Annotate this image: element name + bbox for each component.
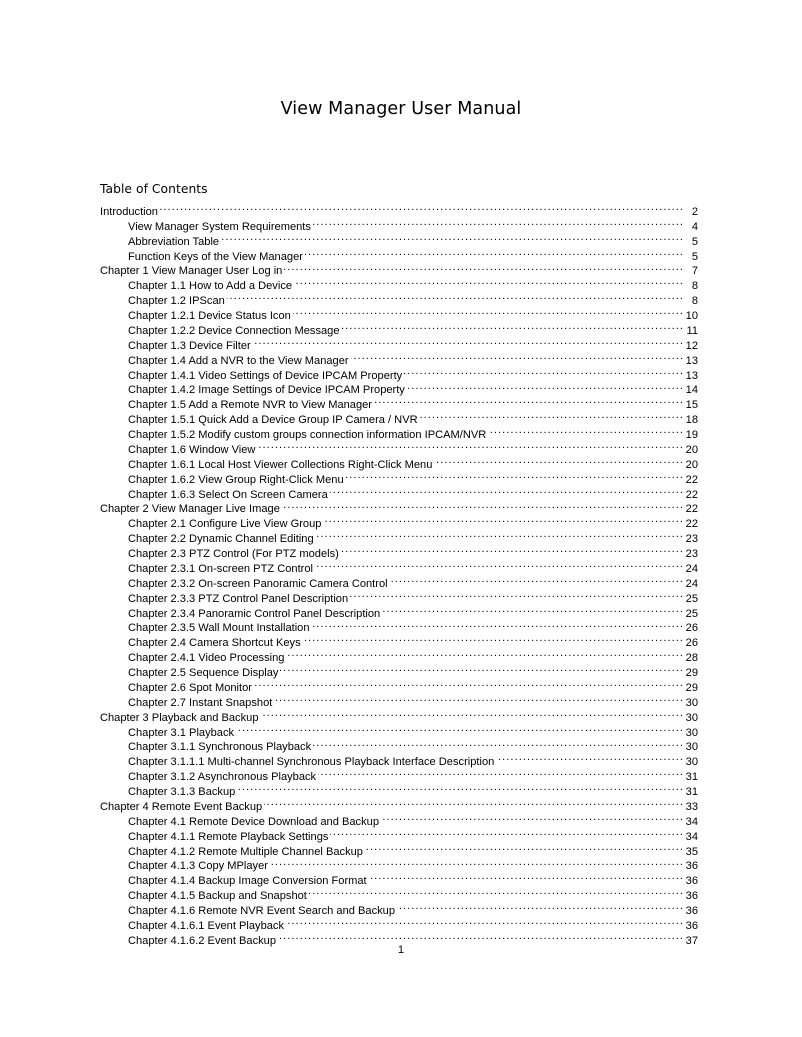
- toc-dot-leader: [488, 423, 684, 438]
- toc-entry[interactable]: [0, 899, 802, 917]
- toc-dot-leader: [381, 810, 684, 825]
- toc-entry-page-number: 5: [691, 250, 698, 263]
- toc-entry[interactable]: [0, 572, 802, 590]
- toc-entry-label: Chapter 3.1.1 Synchronous Playback: [128, 741, 312, 754]
- toc-dot-leader: [253, 334, 684, 349]
- toc-dot-leader: [282, 498, 684, 513]
- toc-entry-label: Chapter 1.5.1 Quick Add a Device Group IP Camera / NVR: [128, 414, 418, 427]
- toc-dot-leader: [323, 512, 684, 527]
- toc-entry-label: Chapter 4.1.5 Backup and Snapshot: [128, 890, 307, 903]
- toc-entry-label: Chapter 2.6 Spot Monitor: [128, 681, 252, 694]
- toc-entry[interactable]: [0, 364, 802, 382]
- toc-entry[interactable]: [0, 260, 802, 278]
- toc-entry-label: Chapter 1.2.1 Device Status Icon: [128, 310, 291, 322]
- toc-dot-leader: [330, 483, 684, 498]
- toc-dot-leader: [237, 780, 684, 795]
- toc-entry-page-number: 23: [685, 548, 698, 560]
- toc-entry-page-number: 25: [685, 607, 698, 620]
- toc-dot-leader: [312, 617, 685, 632]
- toc-entry[interactable]: [0, 289, 802, 308]
- toc-entry-page-number: 36: [685, 860, 698, 873]
- toc-entry-page-number: 34: [685, 830, 698, 843]
- toc-entry-label: Chapter 3.1.2 Asynchronous Playback: [128, 771, 317, 784]
- toc-entry[interactable]: [0, 483, 802, 501]
- toc-entry[interactable]: [0, 453, 802, 471]
- toc-dot-leader: [350, 587, 684, 602]
- table-of-contents-list: [0, 200, 802, 947]
- toc-dot-leader: [264, 795, 684, 810]
- toc-entry-page-number: 8: [691, 295, 698, 308]
- toc-entry-page-number: 24: [685, 562, 698, 575]
- toc-entry[interactable]: [0, 200, 802, 218]
- toc-dot-leader: [278, 929, 684, 944]
- toc-entry-page-number: 28: [685, 652, 698, 665]
- toc-dot-leader: [496, 750, 684, 765]
- toc-entry-page-number: 22: [685, 503, 698, 516]
- toc-dot-leader: [257, 438, 684, 453]
- toc-entry[interactable]: [0, 334, 802, 352]
- toc-entry-page-number: 8: [691, 280, 698, 293]
- toc-entry-page-number: 26: [685, 622, 698, 635]
- toc-entry[interactable]: [0, 602, 802, 620]
- toc-entry[interactable]: [0, 646, 802, 665]
- toc-entry-label: Chapter 1.3 Device Filter: [128, 339, 251, 352]
- toc-dot-leader: [404, 364, 684, 379]
- toc-dot-leader: [254, 676, 684, 691]
- toc-entry[interactable]: [0, 631, 802, 650]
- toc-entry[interactable]: [0, 706, 802, 724]
- toc-entry-page-number: 20: [685, 443, 698, 456]
- toc-entry-page-number: 7: [691, 265, 698, 278]
- toc-dot-leader: [303, 631, 684, 646]
- toc-dot-leader: [286, 914, 684, 929]
- toc-entry[interactable]: [0, 661, 802, 679]
- toc-entry[interactable]: [0, 527, 802, 546]
- toc-dot-leader: [341, 542, 684, 557]
- toc-entry-page-number: 26: [685, 637, 698, 650]
- toc-entry[interactable]: [0, 676, 802, 694]
- toc-entry[interactable]: [0, 840, 802, 858]
- toc-entry[interactable]: [0, 780, 802, 798]
- toc-entry[interactable]: [0, 408, 802, 427]
- toc-entry-page-number: 18: [685, 414, 698, 427]
- toc-entry-page-number: 10: [685, 310, 698, 322]
- toc-entry-page-number: 30: [685, 756, 698, 769]
- toc-entry[interactable]: [0, 825, 802, 843]
- toc-dot-leader: [382, 602, 684, 617]
- toc-dot-leader: [274, 691, 684, 706]
- toc-dot-leader: [374, 393, 684, 408]
- toc-entry-page-number: 23: [685, 533, 698, 546]
- toc-entry-label: Chapter 4.1 Remote Device Download and Backup: [128, 815, 379, 828]
- toc-entry-page-number: 35: [685, 845, 698, 858]
- table-of-contents-heading: Table of Contents: [100, 182, 208, 196]
- toc-entry-label: Chapter 3.1 Playback: [128, 726, 235, 739]
- toc-entry-page-number: 19: [685, 429, 698, 441]
- toc-entry-label: Chapter 1.2.2 Device Connection Message: [128, 324, 340, 337]
- toc-dot-leader: [351, 349, 684, 364]
- toc-entry[interactable]: [0, 542, 802, 560]
- toc-entry-label: Chapter 2.2 Dynamic Channel Editing: [128, 533, 314, 546]
- toc-entry-label: Chapter 2.1 Configure Live View Group: [128, 518, 322, 531]
- toc-entry-page-number: 36: [685, 875, 698, 888]
- toc-dot-leader: [261, 706, 685, 721]
- toc-entry[interactable]: [0, 468, 802, 486]
- toc-entry[interactable]: [0, 349, 802, 367]
- toc-entry-label: Chapter 1.4.2 Image Settings of Device IPCAM Property: [128, 384, 405, 397]
- toc-entry-label: Chapter 4.1.3 Copy MPlayer: [128, 860, 268, 873]
- toc-entry-label: Chapter 3.1.1.1 Multi-channel Synchronous Playback Interface Description: [128, 756, 495, 769]
- toc-entry[interactable]: [0, 230, 802, 248]
- toc-entry-label: Chapter 4.1.1 Remote Playback Settings: [128, 830, 329, 843]
- toc-entry-label: Chapter 4.1.6.2 Event Backup: [128, 934, 277, 947]
- toc-entry-page-number: 36: [685, 890, 698, 903]
- toc-dot-leader: [284, 260, 684, 275]
- toc-dot-leader: [313, 736, 684, 751]
- toc-entry-page-number: 24: [685, 577, 698, 590]
- toc-entry-page-number: 20: [685, 458, 698, 471]
- toc-entry-page-number: 37: [685, 934, 698, 947]
- toc-dot-leader: [342, 319, 684, 334]
- toc-dot-leader: [309, 884, 684, 899]
- toc-dot-leader: [397, 899, 684, 914]
- toc-dot-leader: [236, 721, 684, 736]
- toc-entry-page-number: 31: [685, 786, 698, 798]
- toc-entry-page-number: 25: [685, 592, 698, 605]
- toc-dot-leader: [270, 855, 684, 870]
- toc-entry[interactable]: [0, 929, 802, 947]
- toc-dot-leader: [316, 527, 684, 542]
- toc-dot-leader: [434, 453, 684, 468]
- toc-entry-label: Chapter 3.1.3 Backup: [128, 786, 236, 798]
- toc-entry-label: Chapter 4.1.4 Backup Image Conversion Format: [128, 875, 367, 888]
- toc-entry[interactable]: [0, 319, 802, 337]
- document-title: View Manager User Manual: [280, 99, 522, 119]
- toc-entry-label: Chapter 2.3.1 On-screen PTZ Control: [128, 562, 313, 575]
- toc-dot-leader: [305, 245, 684, 260]
- toc-entry-label: Chapter 2.3.3 PTZ Control Panel Description: [128, 592, 349, 605]
- toc-entry-label: Chapter 2.3 PTZ Control (For PTZ models): [128, 548, 339, 560]
- toc-dot-leader: [227, 289, 684, 304]
- toc-dot-leader: [286, 646, 684, 661]
- toc-entry-label: Chapter 1.6.2 View Group Right-Click Menu: [128, 473, 344, 486]
- toc-entry-label: Chapter 1.2 IPScan: [128, 295, 225, 308]
- toc-entry-page-number: 36: [685, 919, 698, 932]
- toc-entry-label: Chapter 1.5.2 Modify custom groups connection information IPCAM/NVR: [128, 429, 487, 441]
- toc-entry-page-number: 14: [685, 384, 698, 397]
- toc-entry[interactable]: [0, 914, 802, 932]
- toc-entry-label: Chapter 2.5 Sequence Display: [128, 667, 279, 679]
- toc-entry-page-number: 13: [685, 354, 698, 367]
- toc-entry-page-number: 30: [685, 726, 698, 739]
- toc-entry-page-number: 12: [685, 339, 698, 352]
- page-number-footer: 1: [397, 944, 405, 956]
- toc-dot-leader: [293, 304, 684, 319]
- toc-entry-page-number: 11: [686, 324, 698, 337]
- toc-entry-page-number: 30: [685, 741, 698, 754]
- toc-dot-leader: [160, 200, 684, 215]
- toc-entry-page-number: 22: [685, 488, 698, 501]
- toc-entry[interactable]: [0, 304, 802, 322]
- toc-entry-label: Chapter 2.4 Camera Shortcut Keys: [128, 637, 301, 650]
- toc-entry[interactable]: [0, 617, 802, 635]
- toc-entry-page-number: 30: [685, 711, 698, 724]
- toc-entry-page-number: 22: [685, 473, 698, 486]
- toc-entry-label: Chapter 2.7 Instant Snapshot: [128, 696, 273, 709]
- toc-entry-label: Chapter 1.1 How to Add a Device: [128, 280, 293, 293]
- toc-entry-label: Chapter 4 Remote Event Backup: [100, 800, 263, 813]
- toc-dot-leader: [346, 468, 684, 483]
- toc-dot-leader: [221, 230, 684, 245]
- toc-entry-page-number: 30: [685, 696, 698, 709]
- toc-entry-label: Chapter 1.4 Add a NVR to the View Manager: [128, 354, 349, 367]
- toc-entry-label: Chapter 1.6.1 Local Host Viewer Collections Right-Click Menu: [128, 458, 433, 471]
- toc-entry[interactable]: [0, 869, 802, 888]
- toc-entry-page-number: 29: [685, 681, 698, 694]
- toc-entry-page-number: 4: [691, 220, 698, 233]
- toc-entry-page-number: 13: [685, 369, 698, 382]
- toc-dot-leader: [318, 765, 684, 780]
- toc-entry-label: Chapter 3 Playback and Backup: [100, 711, 259, 724]
- toc-entry-label: Chapter 2 View Manager Live Image: [100, 503, 280, 516]
- toc-entry-label: Chapter 4.1.6.1 Event Playback: [128, 919, 285, 932]
- toc-entry[interactable]: [0, 691, 802, 709]
- toc-dot-leader: [313, 215, 684, 230]
- toc-entry[interactable]: [0, 587, 802, 605]
- toc-entry[interactable]: [0, 795, 802, 813]
- toc-entry[interactable]: [0, 855, 802, 873]
- toc-entry-label: Chapter 4.1.2 Remote Multiple Channel Backup: [128, 845, 363, 858]
- toc-entry-label: Chapter 2.3.2 On-screen Panoramic Camera Control: [128, 577, 388, 590]
- toc-dot-leader: [330, 825, 684, 840]
- toc-dot-leader: [315, 557, 684, 572]
- toc-entry-label: Chapter 2.3.4 Panoramic Control Panel Description: [128, 607, 381, 620]
- toc-entry-label: Chapter 1.4.1 Video Settings of Device IPCAM Property: [128, 369, 403, 382]
- toc-entry-label: Chapter 2.3.5 Wall Mount Installation: [128, 622, 310, 635]
- toc-entry-page-number: 31: [685, 771, 698, 784]
- toc-entry[interactable]: [0, 765, 802, 784]
- toc-entry[interactable]: [0, 736, 802, 754]
- toc-dot-leader: [420, 408, 684, 423]
- toc-dot-leader: [280, 661, 684, 676]
- toc-entry-page-number: 29: [685, 667, 698, 679]
- toc-entry-label: Chapter 1.6.3 Select On Screen Camera: [128, 488, 328, 501]
- toc-entry-label: View Manager System Requirements: [128, 220, 311, 233]
- toc-entry[interactable]: [0, 884, 802, 903]
- toc-entry-label: Function Keys of the View Manager: [128, 250, 303, 263]
- toc-entry[interactable]: [0, 557, 802, 575]
- toc-entry-page-number: 33: [685, 800, 698, 813]
- toc-entry[interactable]: [0, 498, 802, 516]
- toc-entry-label: Chapter 4.1.6 Remote NVR Event Search and Backup: [128, 905, 396, 917]
- toc-entry[interactable]: [0, 438, 802, 456]
- toc-entry-label: Chapter 2.4.1 Video Processing: [128, 652, 285, 665]
- toc-entry[interactable]: [0, 750, 802, 769]
- toc-entry-page-number: 15: [685, 399, 698, 412]
- toc-entry-label: Chapter 1 View Manager User Log in: [100, 265, 283, 278]
- toc-entry-label: Chapter 1.5 Add a Remote NVR to View Manager: [128, 399, 372, 412]
- toc-entry-page-number: 34: [685, 815, 698, 828]
- toc-entry-page-number: 22: [685, 518, 698, 531]
- toc-dot-leader: [390, 572, 684, 587]
- toc-entry[interactable]: [0, 393, 802, 412]
- toc-dot-leader: [369, 869, 684, 884]
- toc-dot-leader: [294, 274, 684, 289]
- toc-entry-label: Abbreviation Table: [128, 235, 220, 248]
- toc-entry-label: Introduction: [100, 205, 158, 218]
- toc-entry-page-number: 36: [685, 905, 698, 917]
- toc-entry-label: Chapter 1.6 Window View: [128, 443, 256, 456]
- toc-dot-leader: [365, 840, 684, 855]
- toc-entry-page-number: 5: [691, 235, 698, 248]
- toc-entry[interactable]: [0, 245, 802, 263]
- toc-entry-page-number: 2: [691, 205, 698, 218]
- toc-dot-leader: [407, 379, 684, 394]
